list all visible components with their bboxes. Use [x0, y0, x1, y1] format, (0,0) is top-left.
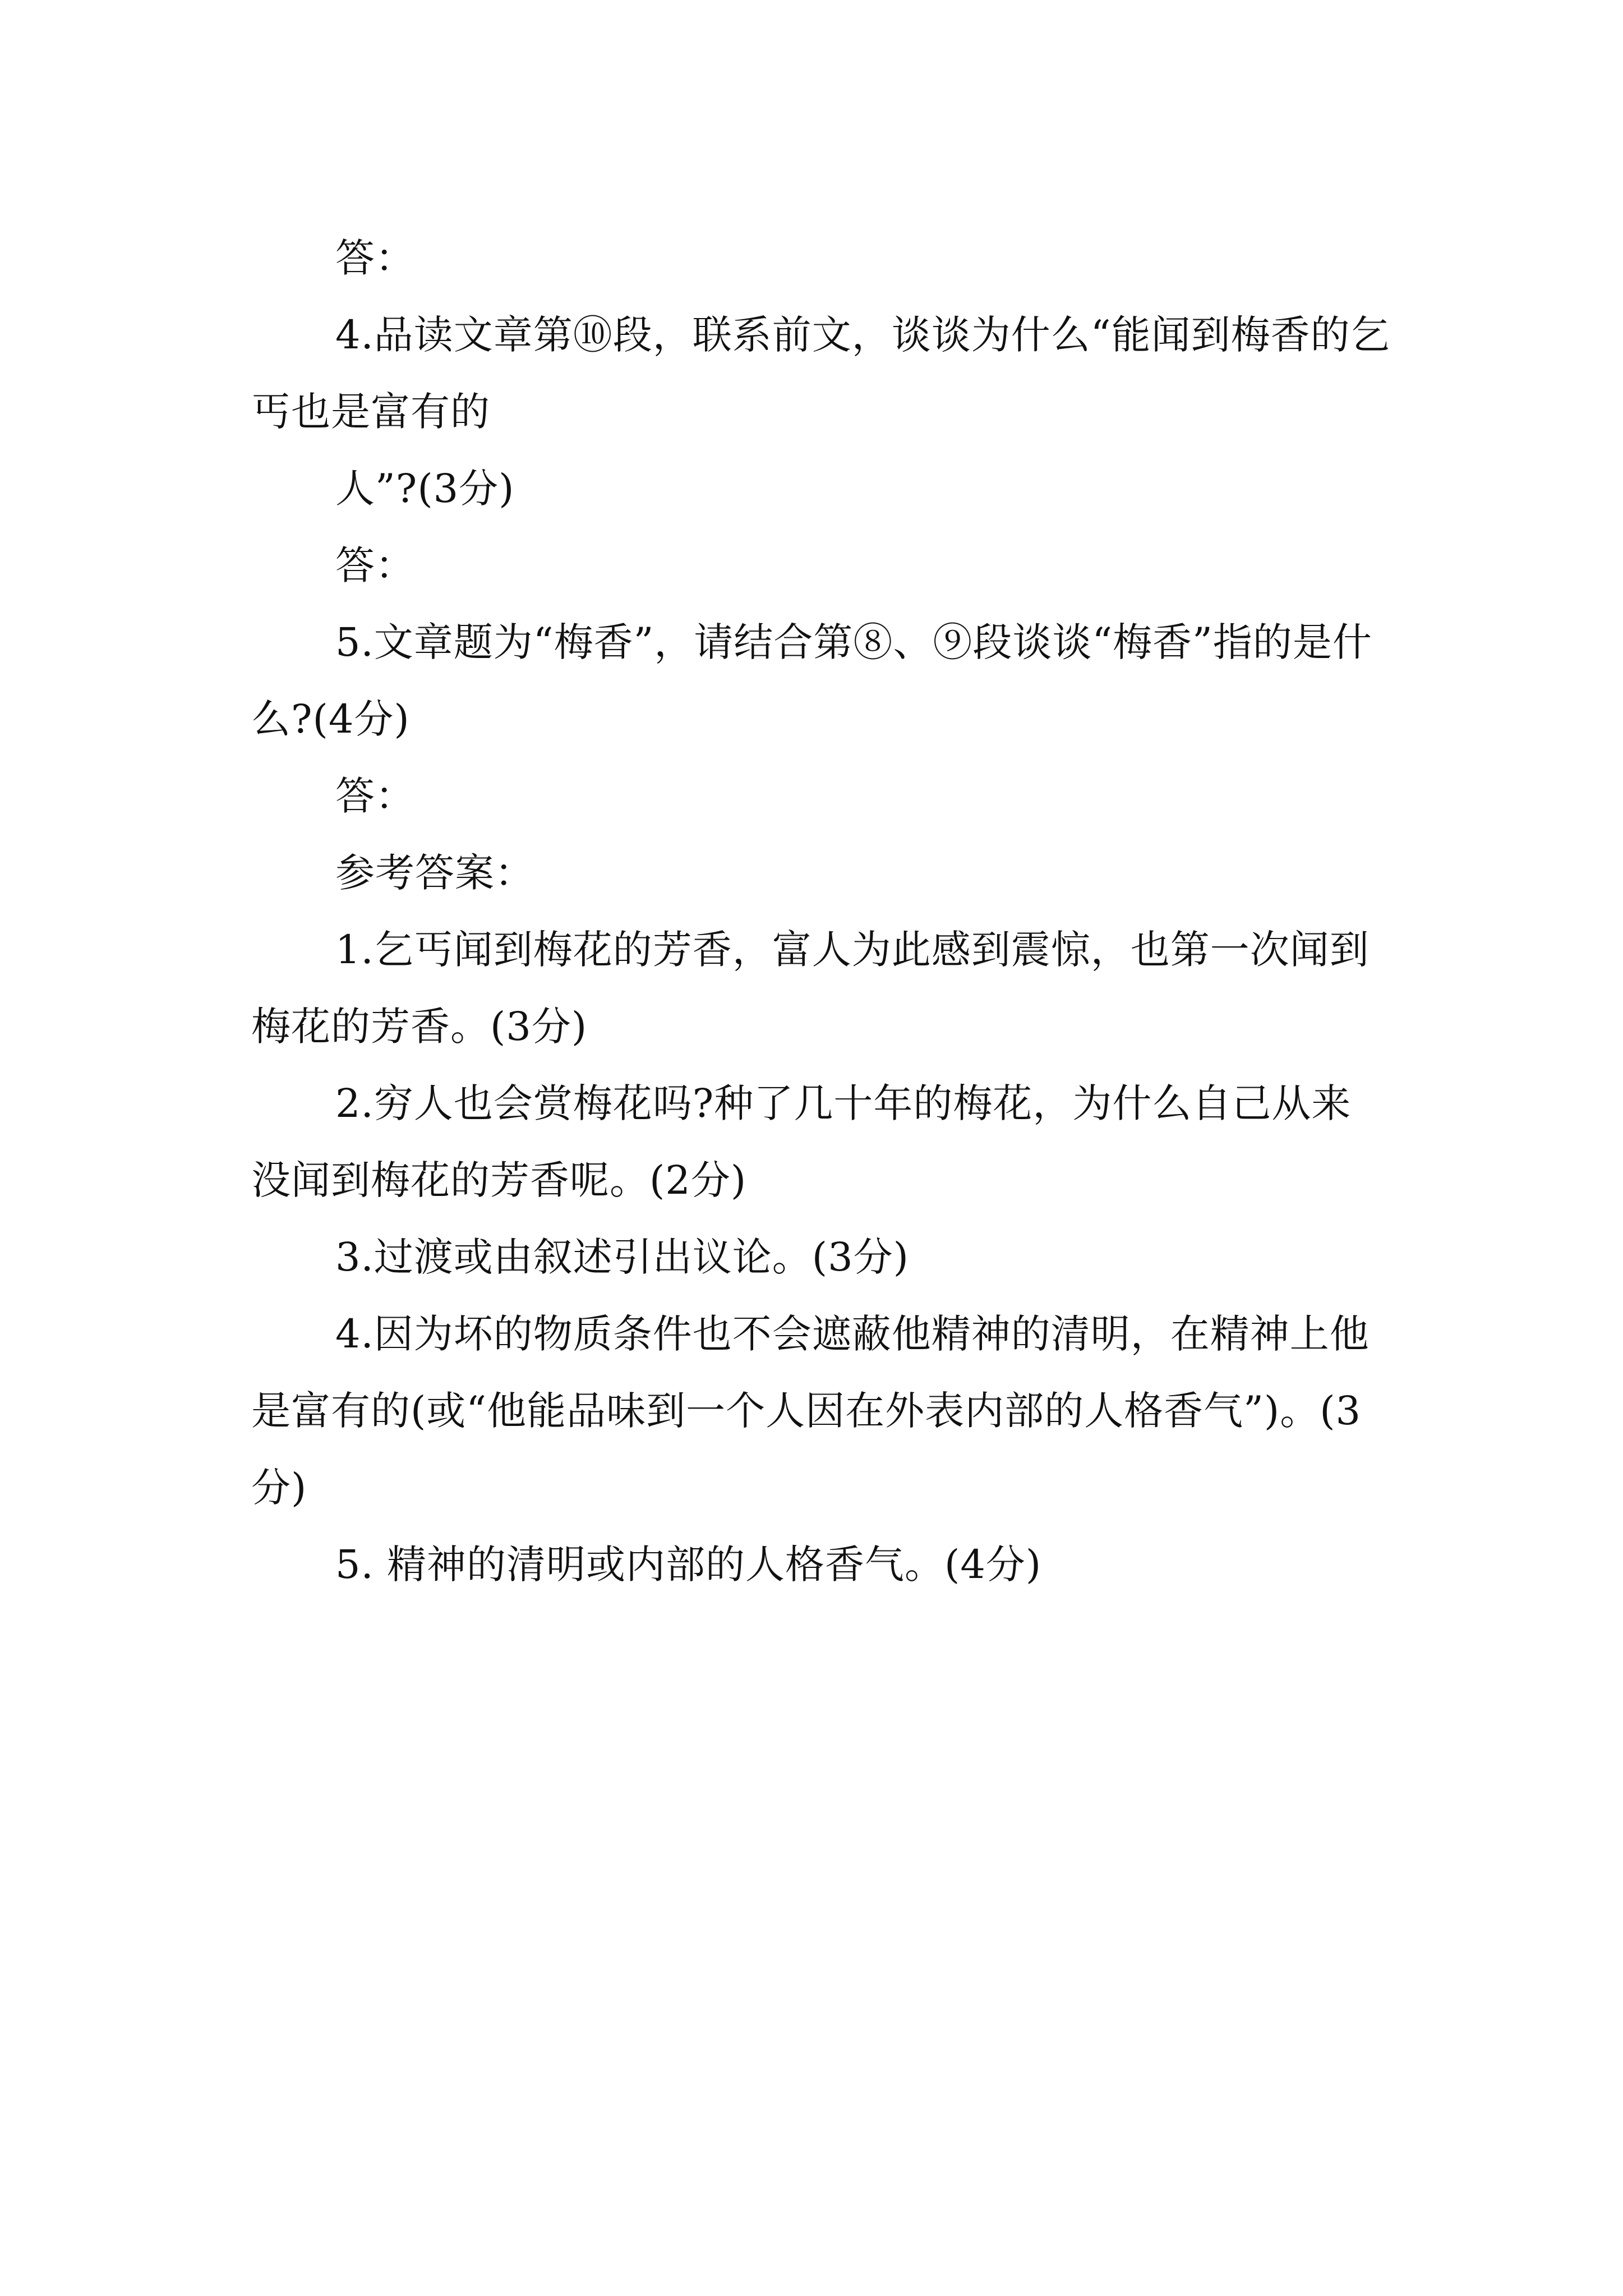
reference-answer-2: 2.穷人也会赏梅花吗?种了几十年的梅花，为什么自己从来没闻到梅花的芳香呢。(2分) [251, 1080, 1352, 1203]
reference-answer-5: 5. 精神的清明或内部的人格香气。(4分) [335, 1542, 1042, 1588]
reference-answers-heading: 参考答案： [335, 850, 534, 896]
question-5: 5.文章题为“梅香”，请结合第⑧、⑨段谈谈“梅香”指的是什么?(4分) [251, 619, 1372, 742]
reference-answer-1: 1.乞丐闻到梅花的芳香，富人为此感到震惊，也第一次闻到梅花的芳香。(3分) [251, 927, 1370, 1050]
reference-answer-3: 3.过渡或由叙述引出议论。(3分) [335, 1234, 909, 1280]
answer-label: 答： [335, 235, 415, 281]
question-4-continued: 人”?(3分) [335, 466, 515, 512]
document-body [251, 220, 1391, 1603]
answer-label: 答： [335, 542, 415, 588]
reference-answer-4: 4.因为坏的物质条件也不会遮蔽他精神的清明，在精神上他是富有的(或“他能品味到一个人因在外表内部的人格香气”)。(3分) [251, 1311, 1370, 1511]
question-4: 4.品读文章第⑩段，联系前文，谈谈为什么“能闻到梅香的乞丐也是富有的 [251, 312, 1390, 435]
answer-label: 答： [335, 773, 415, 819]
